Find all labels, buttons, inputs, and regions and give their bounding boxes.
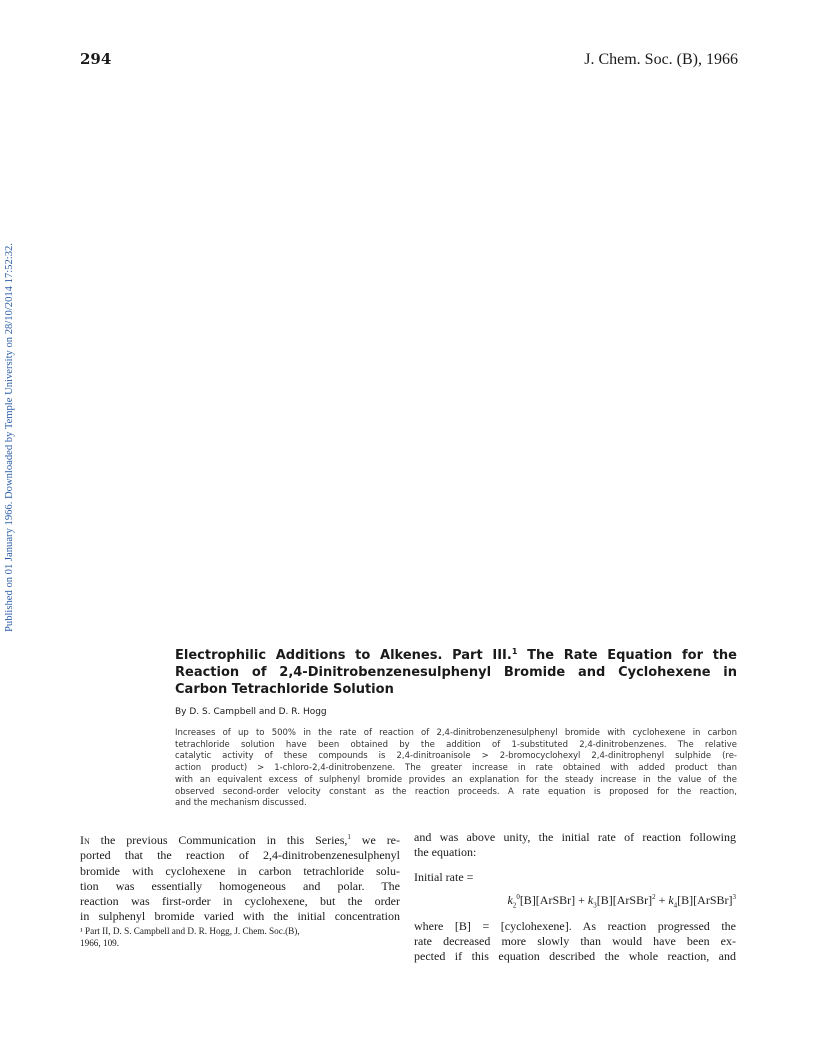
eq-k: k: [507, 892, 513, 907]
body-line: tion was essentially homogeneous and polar. The: [80, 878, 400, 893]
footnote-line-2: 1966, 109.: [80, 938, 120, 948]
body-line: the equation:: [414, 845, 477, 860]
body-right-column: [414, 830, 736, 964]
body-line: reaction was first-order in cyclohexene, but the order: [80, 894, 400, 909]
footnote: [80, 925, 400, 949]
title-line-1: [175, 643, 737, 664]
title-line-3: Carbon Tetrachloride Solution: [175, 682, 394, 697]
page-number: 294: [80, 50, 112, 68]
abstract-line: Increases of up to 500% in the rate of reaction of 2,4-dinitrobenzenesulphenyl bromide with cyclohexene in carbon: [175, 728, 737, 738]
download-watermark[interactable]: Published on 01 January 1966. Downloaded by Temple University on 28/10/2014 17:52:32.: [4, 243, 15, 632]
abstract: [175, 728, 737, 810]
eq-k: k: [587, 892, 594, 907]
eq-superscript: 2: [652, 892, 656, 901]
abstract-line: observed second-order velocity constant as the reaction proceeds. A rate equation is proposed for the reaction,: [175, 786, 737, 797]
body-line: and was above unity, the initial rate of reaction following: [414, 830, 736, 844]
body-line: where [B] = [cyclohexene]. As reaction progressed the: [414, 918, 736, 933]
eq-k: k: [668, 892, 674, 907]
abstract-line: and the mechanism discussed.: [175, 798, 307, 809]
eq-subscript: 2: [512, 901, 517, 910]
abstract-line: with an equivalent excess of sulphenyl bromide provides an explanation for the steady increase in the value of the: [175, 774, 737, 785]
abstract-line: action product) > 1-chloro-2,4-dinitrobenzene. The greater increase in rate obtained with added product than: [175, 763, 737, 774]
body-line: bromide with cyclohexene in carbon tetrachloride solu-: [80, 863, 400, 878]
author-byline: By D. S. Campbell and D. R. Hogg: [175, 707, 327, 717]
body-left-column: [80, 830, 400, 925]
eq-subscript: 4: [673, 901, 678, 910]
body-line: rate decreased more slowly than would have been ex-: [414, 933, 736, 948]
eq-term: [B][ArSBr]: [596, 892, 653, 907]
body-line-text: the previous Communication in this Series,: [89, 833, 348, 847]
body-line: pected if this equation described the whole reaction, and: [414, 949, 736, 964]
eq-plus: +: [655, 892, 669, 907]
initial-rate-label: Initial rate =: [414, 869, 474, 884]
article-title: [175, 643, 737, 698]
journal-header: J. Chem. Soc. (B), 1966: [584, 51, 738, 68]
body-line-text: we re-: [350, 833, 401, 847]
body-line: [80, 830, 400, 848]
eq-subscript: 3: [593, 901, 597, 910]
title-reference-marker: 1: [511, 647, 518, 656]
opening-small-caps: In: [80, 833, 90, 847]
footnote-line-1: ¹ Part II, D. S. Campbell and D. R. Hogg, J. Chem. Soc.(B),: [80, 926, 300, 936]
eq-term: [B][ArSBr] +: [519, 892, 588, 907]
title-line-2: Reaction of 2,4-Dinitrobenzenesulphenyl Bromide and Cyclohexene in: [175, 665, 737, 680]
eq-term: [B][ArSBr]: [677, 892, 733, 907]
abstract-line: catalytic activity of these compounds is 2,4-dinitroanisole > 2-bromocyclohexyl 2,4-dinitrophenyl sulphide (re-: [175, 751, 737, 762]
body-line: in sulphenyl bromide varied with the initial concentration: [80, 909, 400, 924]
title-line-1-part-a: Electrophilic Additions to Alkenes. Part III.: [175, 648, 512, 663]
reference-marker: 1: [347, 833, 351, 841]
abstract-line: tetrachloride solution have been obtained by the addition of 1-substituted 2,4-dinitrobenzenes. The relative: [175, 739, 737, 750]
eq-superscript: 0: [516, 892, 520, 901]
rate-equation: [414, 890, 736, 914]
body-line: ported that the reaction of 2,4-dinitrobenzenesulphenyl: [80, 848, 400, 863]
title-line-1-part-b: The Rate Equation for the: [517, 648, 737, 663]
eq-superscript: 3: [732, 892, 736, 901]
